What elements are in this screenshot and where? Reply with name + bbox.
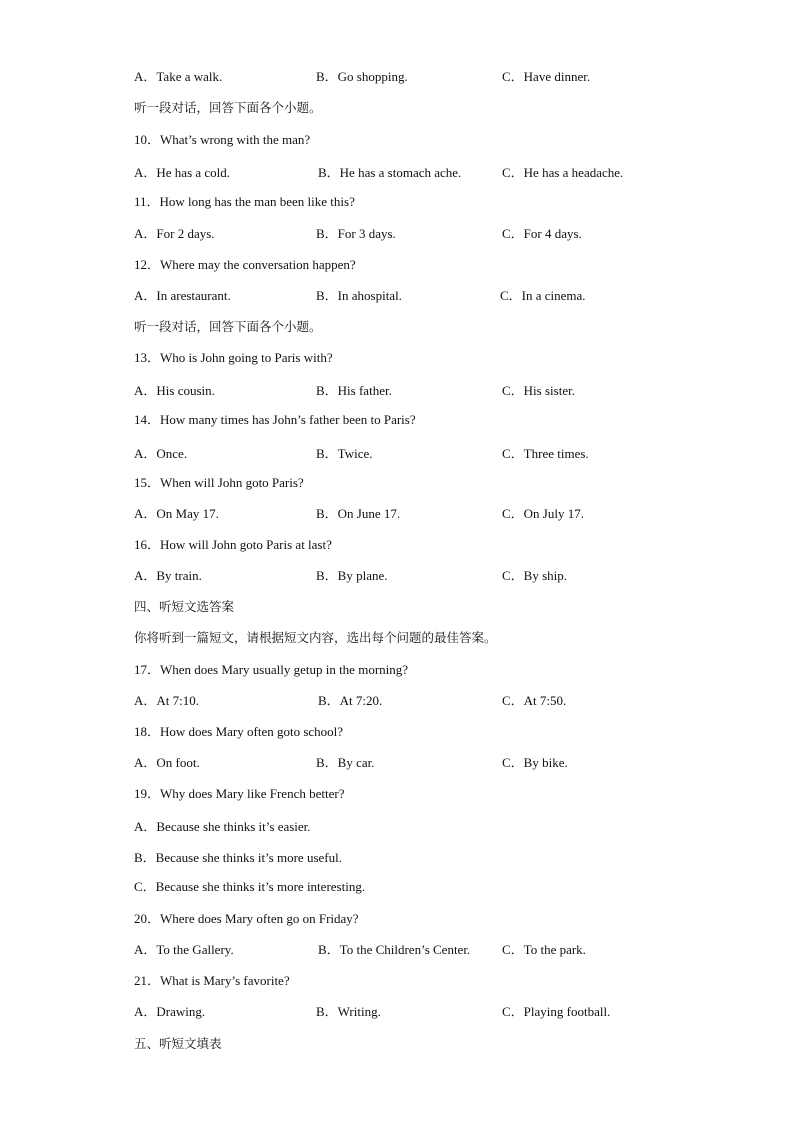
answer-option-b: B．At 7:20.: [318, 693, 383, 708]
answer-option-c: C．Three times.: [502, 446, 589, 461]
answer-option-a: A．On foot.: [134, 755, 200, 770]
answer-option-c: C．Have dinner.: [502, 69, 591, 84]
question-text: 21．What is Mary’s favorite?: [134, 973, 290, 988]
answer-option-b: B．He has a stomach ache.: [318, 165, 462, 180]
section-instruction: 五、听短文填表: [134, 1036, 222, 1051]
answer-option-c: C．By ship.: [502, 568, 568, 583]
question-text: 18．How does Mary often goto school?: [134, 724, 344, 739]
answer-option-c: C．For 4 days.: [502, 226, 582, 241]
section-instruction: 你将听到一篇短文，请根据短文内容，选出每个问题的最佳答案。: [134, 630, 497, 645]
question-text: 20．Where does Mary often go on Friday?: [134, 911, 359, 926]
answer-option-c: C．He has a headache.: [502, 165, 624, 180]
answer-option-a: A．In arestaurant.: [134, 288, 231, 303]
answer-option-c: C．On July 17.: [502, 506, 584, 521]
answer-option-b: B．For 3 days.: [316, 226, 396, 241]
question-text: 13．Who is John going to Paris with?: [134, 350, 333, 365]
section-instruction: 听一段对话，回答下面各个小题。: [134, 100, 322, 115]
answer-option-a: A．At 7:10.: [134, 693, 200, 708]
question-text: 19．Why does Mary like French better?: [134, 786, 345, 801]
answer-option-b: B．His father.: [316, 383, 392, 398]
answer-option-b: B．Go shopping.: [316, 69, 408, 84]
section-instruction: 听一段对话，回答下面各个小题。: [134, 319, 322, 334]
answer-option-c: C．At 7:50.: [502, 693, 567, 708]
question-text: 11．How long has the man been like this?: [134, 194, 355, 209]
answer-option-a: A．On May 17.: [134, 506, 219, 521]
answer-option-c: C．Playing football.: [502, 1004, 611, 1019]
question-text: B．Because she thinks it’s more useful.: [134, 850, 342, 865]
answer-option-a: A．To the Gallery.: [134, 942, 234, 957]
answer-option-c: C．By bike.: [502, 755, 568, 770]
question-text: A．Because she thinks it’s easier.: [134, 819, 311, 834]
answer-option-c: C．His sister.: [502, 383, 575, 398]
answer-option-b: B．Twice.: [316, 446, 373, 461]
answer-option-b: B．To the Children’s Center.: [318, 942, 471, 957]
answer-option-b: B．On June 17.: [316, 506, 401, 521]
answer-option-c: C．To the park.: [502, 942, 586, 957]
answer-option-b: B．Writing.: [316, 1004, 381, 1019]
question-text: 16．How will John goto Paris at last?: [134, 537, 332, 552]
answer-option-a: A．Once.: [134, 446, 188, 461]
answer-option-a: A．His cousin.: [134, 383, 215, 398]
answer-option-a: A．By train.: [134, 568, 202, 583]
answer-option-b: B．In ahospital.: [316, 288, 402, 303]
answer-option-c: C．In a cinema.: [500, 288, 586, 303]
answer-option-a: A．Drawing.: [134, 1004, 206, 1019]
section-instruction: 四、听短文选答案: [134, 599, 235, 614]
answer-option-b: B．By plane.: [316, 568, 388, 583]
question-text: 10．What’s wrong with the man?: [134, 132, 311, 147]
answer-option-a: A．He has a cold.: [134, 165, 231, 180]
answer-option-a: A．For 2 days.: [134, 226, 215, 241]
question-text: 14．How many times has John’s father been to Paris?: [134, 412, 416, 427]
answer-option-a: A．Take a walk.: [134, 69, 223, 84]
answer-option-b: B．By car.: [316, 755, 375, 770]
question-text: 12．Where may the conversation happen?: [134, 257, 356, 272]
question-text: 17．When does Mary usually getup in the morning?: [134, 662, 409, 677]
question-text: C．Because she thinks it’s more interesting.: [134, 879, 366, 894]
question-text: 15．When will John goto Paris?: [134, 475, 304, 490]
